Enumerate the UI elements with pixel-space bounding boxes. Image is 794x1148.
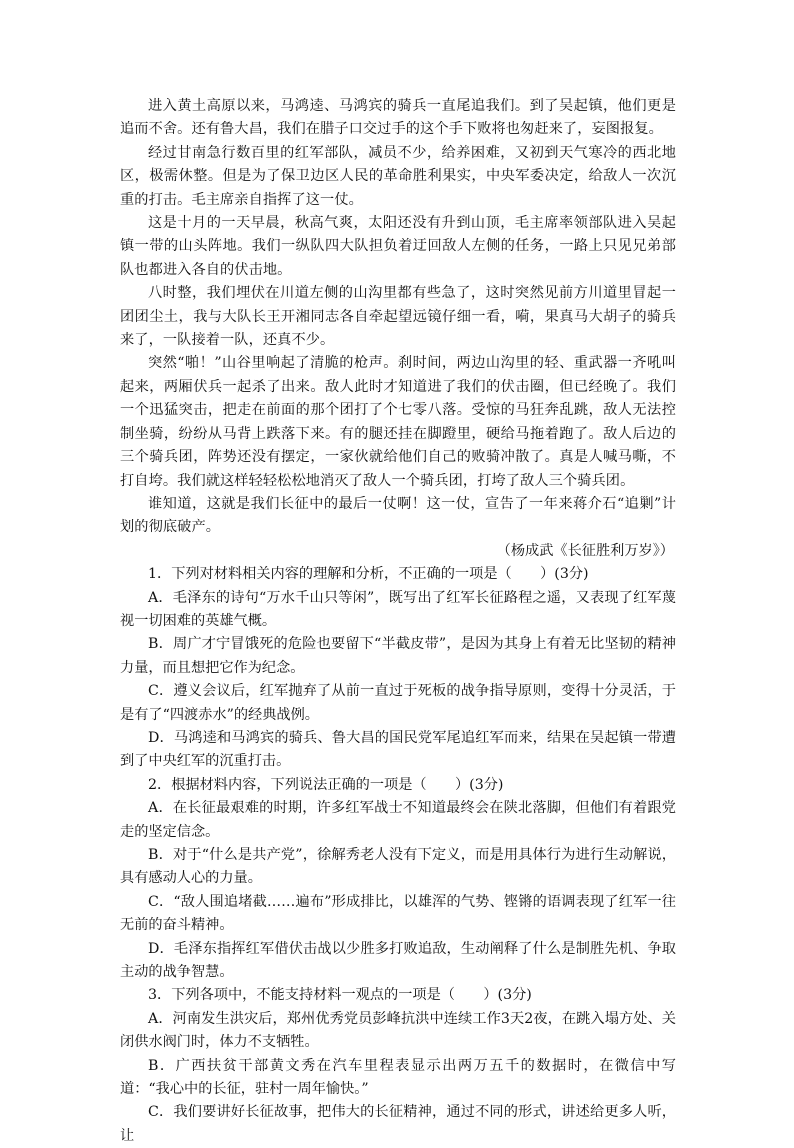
question-option-c: C．我们要讲好长征故事，把伟大的长征精神，通过不同的形式，讲述给更多人听，让 [120,1104,676,1144]
passage-paragraph: 这是十月的一天早晨，秋高气爽，太阳还没有升到山顶，毛主席率领部队进入吴起镇一带的山头阵地。我们一纵队四大队担负着迂回敌人左侧的任务，一路上只见兄弟部队也都进入各自的伏击地。 [120,215,676,278]
question-option-a: A．在长征最艰难的时期，许多红军战士不知道最终会在陕北落脚，但他们有着跟党走的坚定信念。 [120,800,676,840]
passage-paragraph: 突然“啪！”山谷里响起了清脆的枪声。刹时间，两边山沟里的轻、重武器一齐吼叫起来，两厢伏兵一起杀了出来。敌人此时才知道进了我们的伏击圈，但已经晚了。我们一个迅猛突击，把走在前面的那个团打了个七零八落。受惊的马狂奔乱跳，敌人无法控制坐骑，纷纷从马背上跌落下来。有的腿还挂在脚蹬里，硬给马拖着跑了。敌人后边的三个骑兵团，阵势还没有摆定，一家伙就给他们自己的败骑冲散了。真是人喊马嘶，不打自垮。我们就这样轻轻松松地消灭了敌人一个骑兵团，打垮了敌人三个骑兵团。 [120,355,676,489]
question-option-a: A．毛泽东的诗句“万水千山只等闲”，既写出了红军长征路程之遥，又表现了红军蔑视一切困难的英雄气概。 [120,589,676,629]
question-option-d: D．毛泽东指挥红军借伏击战以少胜多打败追敌，生动阐释了什么是制胜先机、争取主动的战争智慧。 [120,940,676,981]
question-2 [120,774,676,985]
question-option-c: C．遵义会议后，红军抛弃了从前一直过于死板的战争指导原则，变得十分灵活，于是有了“四渡赤水”的经典战例。 [120,683,676,723]
question-option-b: B．广西扶贫干部黄文秀在汽车里程表显示出两万五千的数据时，在微信中写道：“我心中的长征，驻村一周年愉快。” [120,1057,676,1098]
question-3 [120,984,676,1148]
question-1 [120,563,676,774]
question-option-a: A．河南发生洪灾后，郑州优秀党员彭峰抗洪中连续工作3天2夜，在跳入塌方处、关闭供水阀门时，体力不支牺牲。 [120,1010,676,1051]
passage-paragraph: 谁知道，这就是我们长征中的最后一仗啊！这一仗，宣告了一年来蒋介石“追剿”计划的彻底破产。 [120,495,676,536]
question-option-b: B．周广才宁冒饿死的危险也要留下“半截皮带”，是因为其身上有着无比坚韧的精神力量，而且想把它作为纪念。 [120,636,676,676]
question-stem: 1．下列对材料相关内容的理解和分析，不正确的一项是（ ）(3分) [148,566,589,583]
passage-paragraph: 八时整，我们埋伏在川道左侧的山沟里都有些急了，这时突然见前方川道里冒起一团团尘土，我与大队长王开湘同志各自牵起望远镜仔细一看，嗬，果真马大胡子的骑兵来了，一队接着一队，还真不少。 [120,285,676,349]
passage-source: （杨成武《长征胜利万岁》） [496,542,674,559]
question-option-b: B．对于“什么是共产党”，徐解秀老人没有下定义，而是用具体行为进行生动解说，具有感动人心的力量。 [120,847,676,887]
document-page [120,95,676,1148]
question-option-c: C．“敌人围追堵截……遍布”形成排比，以雄浑的气势、铿锵的语调表现了红军一往无前的奋斗精神。 [120,893,676,934]
passage-paragraph: 进入黄土高原以来，马鸿逵、马鸿宾的骑兵一直尾追我们。到了吴起镇，他们更是追而不舍。还有鲁大昌，我们在腊子口交过手的这个手下败将也匆赶来了，妄图报复。 [120,98,676,138]
question-stem: 3．下列各项中，不能支持材料一观点的一项是（ ）(3分) [148,987,532,1004]
question-stem: 2．根据材料内容，下列说法正确的一项是（ ）(3分) [148,776,504,793]
passage-paragraph: 经过甘南急行数百里的红军部队，减员不少，给养困难，又初到天气寒冷的西北地区，极需休整。但是为了保卫边区人民的革命胜利果实，中央军委决定，给敌人一次沉重的打击。毛主席亲自指挥了这一仗。 [120,144,676,208]
passage [120,95,676,563]
question-option-d: D．马鸿逵和马鸿宾的骑兵、鲁大昌的国民党军尾追红军而来，结果在吴起镇一带遭到了中央红军的沉重打击。 [120,729,676,770]
